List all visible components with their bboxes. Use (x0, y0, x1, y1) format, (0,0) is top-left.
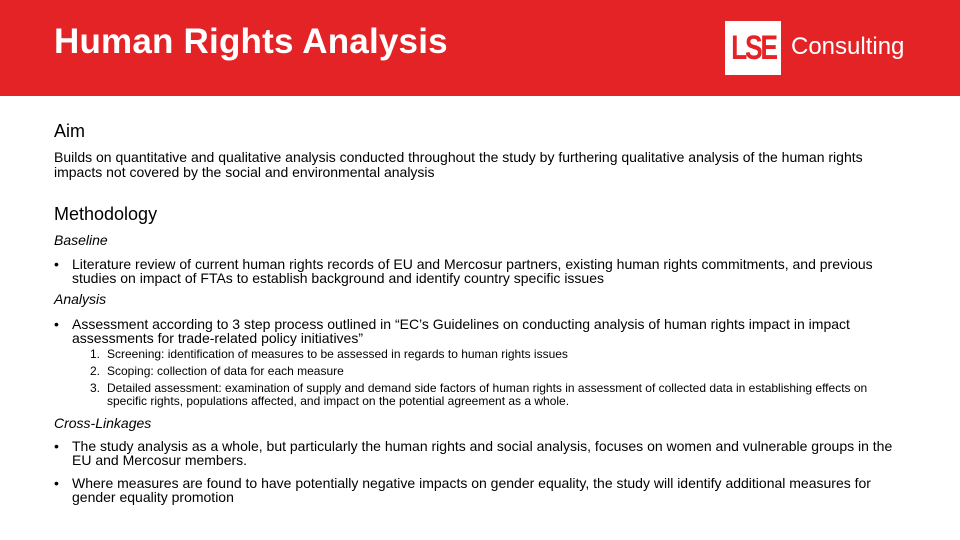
step-text: Screening: identification of measures to be assessed in regards to human rights issues (107, 347, 568, 361)
bullet-text: Where measures are found to have potentially negative impacts on gender equality, the study will identify additional measures for gender equality promotion (72, 475, 871, 505)
step-number: 1. (90, 347, 101, 361)
bullet-marker: • (54, 475, 59, 491)
bullet-marker: • (54, 316, 59, 332)
lse-logo (725, 21, 781, 75)
aim-heading: Aim (54, 121, 85, 141)
bullet-marker: • (54, 438, 59, 454)
step-text: Scoping: collection of data for each measure (107, 364, 344, 378)
analysis-label: Analysis (54, 291, 107, 307)
logo-mark: LSE (731, 29, 776, 67)
bullet-text: The study analysis as a whole, but particularly the human rights and social analysis, focuses on women and vulnerable groups in the EU and Mercosur members. (72, 438, 893, 468)
title-banner (0, 0, 960, 96)
bullet-text: Assessment according to 3 step process outlined in “EC’s Guidelines on conducting analysis of human rights impact in impact assessments for trade-related policy initiatives” (72, 316, 850, 346)
baseline-label: Baseline (54, 232, 108, 248)
aim-text: Builds on quantitative and qualitative analysis conducted throughout the study by furthering qualitative analysis of the human rights impacts not covered by the social and environmental analysis (54, 149, 863, 180)
step-number: 2. (90, 364, 101, 378)
slide-title: Human Rights Analysis (54, 22, 448, 61)
bullet-text: Literature review of current human rights records of EU and Mercosur partners, existing human rights commitments, and previous studies on impact of FTAs to establish background and identify country specific issues (72, 256, 873, 286)
step-text: Detailed assessment: examination of supply and demand side factors of human rights in assessment of collected data in establishing effects on specific rights, populations affected, and impact on the potential agreement as a whole. (107, 381, 868, 408)
step-number: 3. (90, 381, 101, 395)
logo-wordmark: Consulting (791, 33, 905, 60)
cross-linkages-label: Cross-Linkages (54, 415, 152, 431)
bullet-marker: • (54, 256, 59, 272)
methodology-heading: Methodology (54, 204, 158, 224)
